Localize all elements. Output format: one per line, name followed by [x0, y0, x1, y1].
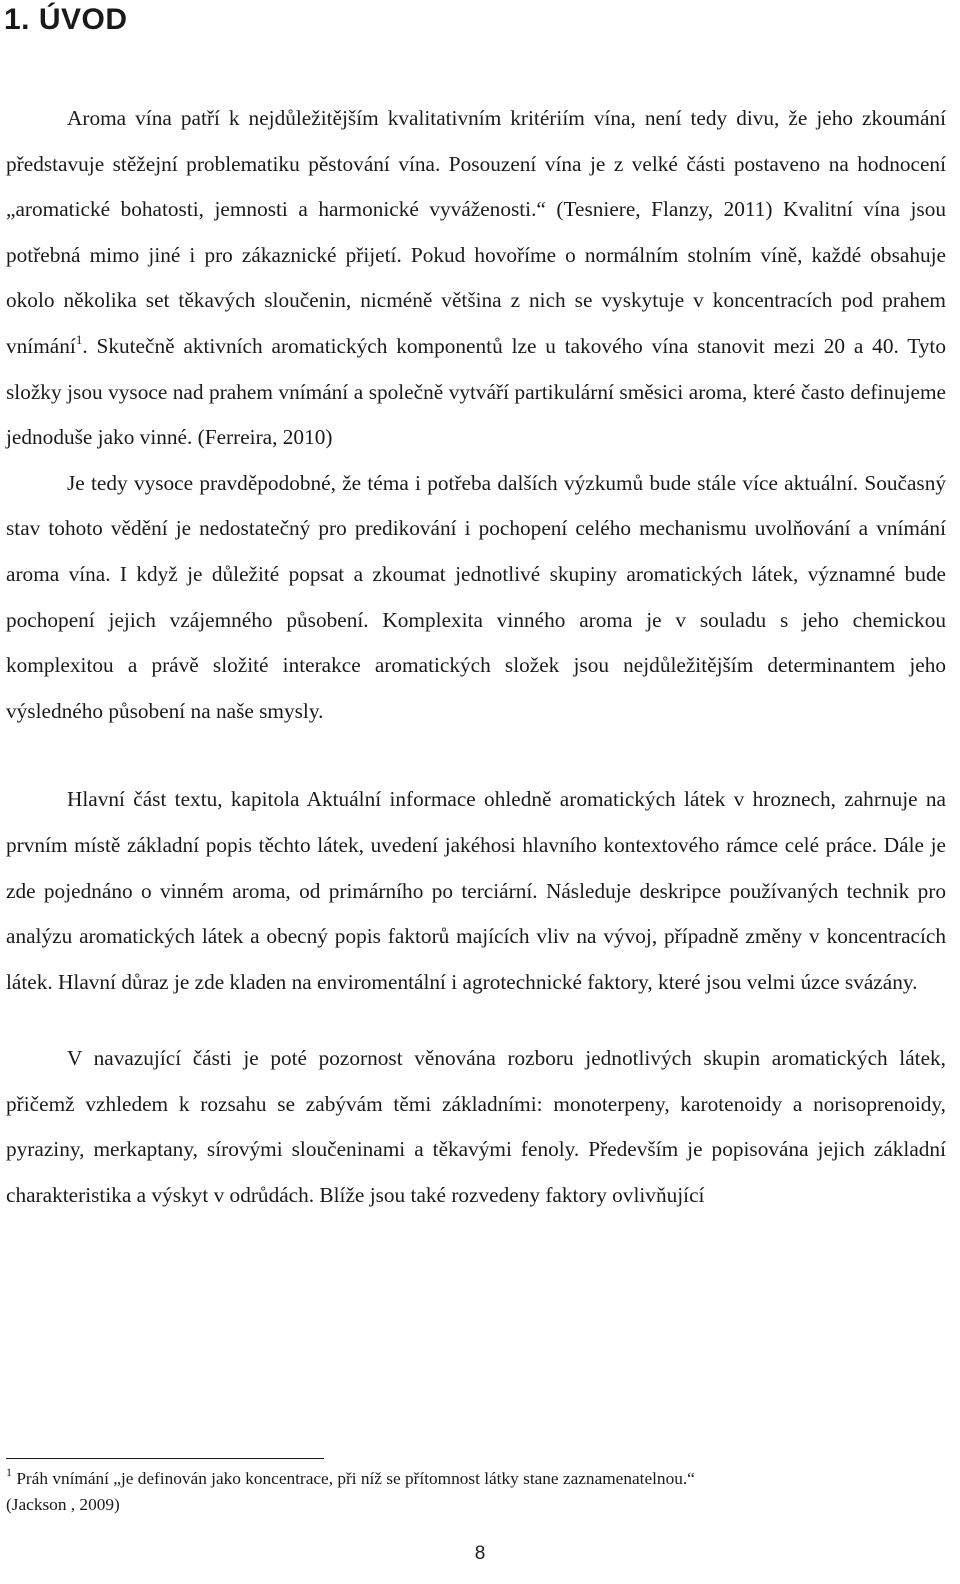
footnote-reference[interactable]: 1 — [75, 331, 83, 347]
footnote-divider — [6, 1458, 324, 1459]
footnote — [6, 1466, 946, 1518]
paragraph-1-text-continued: . Skutečně aktivních aromatických komponentů lze u takového vína stanovit mezi 20 a 40. Tyto složky jsou vysoce nad prahem vnímání a společně vytváří partikulární směsici aroma, které často definujeme jednoduše jako vinné. (Ferreira, 2010) — [6, 333, 946, 450]
footnote-text: Práh vnímání „je definován jako koncentrace, při níž se přítomnost látky stane zaznamenatelnou.“ — [12, 1469, 695, 1488]
paragraph-1 — [6, 96, 946, 461]
paragraph-2: Je tedy vysoce pravděpodobné, že téma i potřeba dalších výzkumů bude stále více aktuální. Současný stav tohoto vědění je nedostatečný pro predikování i pochopení celého mechanismu uvolňování a vnímání aroma vína. I když je důležité popsat a zkoumat jednotlivé skupiny aromatických látek, významné bude pochopení jejich vzájemného působení. Komplexita vinného aroma je v souladu s jeho chemickou komplexitou a právě složité interakce aromatických složek jsou nejdůležitějším determinantem jeho výsledného působení na naše smysly. — [6, 470, 946, 723]
footnote-source: (Jackson , 2009) — [6, 1495, 120, 1514]
page-number: 8 — [474, 1543, 486, 1564]
body-text — [6, 96, 946, 1219]
paragraph-4: V navazující části je poté pozornost věnována rozboru jednotlivých skupin aromatických látek, přičemž vzhledem k rozsahu se zabývám těmi základními: monoterpeny, karotenoidy a norisoprenoidy, pyraziny, merkaptany, sírovými sloučeninami a těkavými fenoly. Především je popisována jejich základní charakteristika a výskyt v odrůdách. Blíže jsou také rozvedeny faktory ovlivňující — [6, 1046, 946, 1208]
footnote-number: 1 — [6, 1465, 12, 1479]
paragraph-1-text: Aroma vína patří k nejdůležitějším kvalitativním kritériím vína, není tedy divu, že jeho zkoumání představuje stěžejní problematiku pěstování vína. Posouzení vína je z velké části postaveno na hodnocení „aromatické bohatosti, jemnosti a harmonické vyváženosti.“ (Tesniere, Flanzy, 2011) Kvalitní vína jsou potřebná mimo jiné i pro zákaznické přijetí. Pokud hovoříme o normálním stolním víně, každé obsahuje okolo několika set těkavých sloučenin, nicméně většina z nich se vyskytuje v koncentracích pod prahem vnímání — [6, 106, 946, 358]
chapter-heading: 1. ÚVOD — [4, 3, 128, 36]
paragraph-3: Hlavní část textu, kapitola Aktuální informace ohledně aromatických látek v hroznech, zahrnuje na prvním místě základní popis těchto látek, uvedení jakéhosi hlavního kontextového rámce celé práce. Dále je zde pojednáno o vinném aroma, od primárního po terciární. Následuje deskripce používaných technik pro analýzu aromatických látek a obecný popis faktorů majících vliv na vývoj, případně změny v koncentracích látek. Hlavní důraz je zde kladen na enviromentální i agrotechnické faktory, které jsou velmi úzce svázány. — [6, 787, 946, 994]
